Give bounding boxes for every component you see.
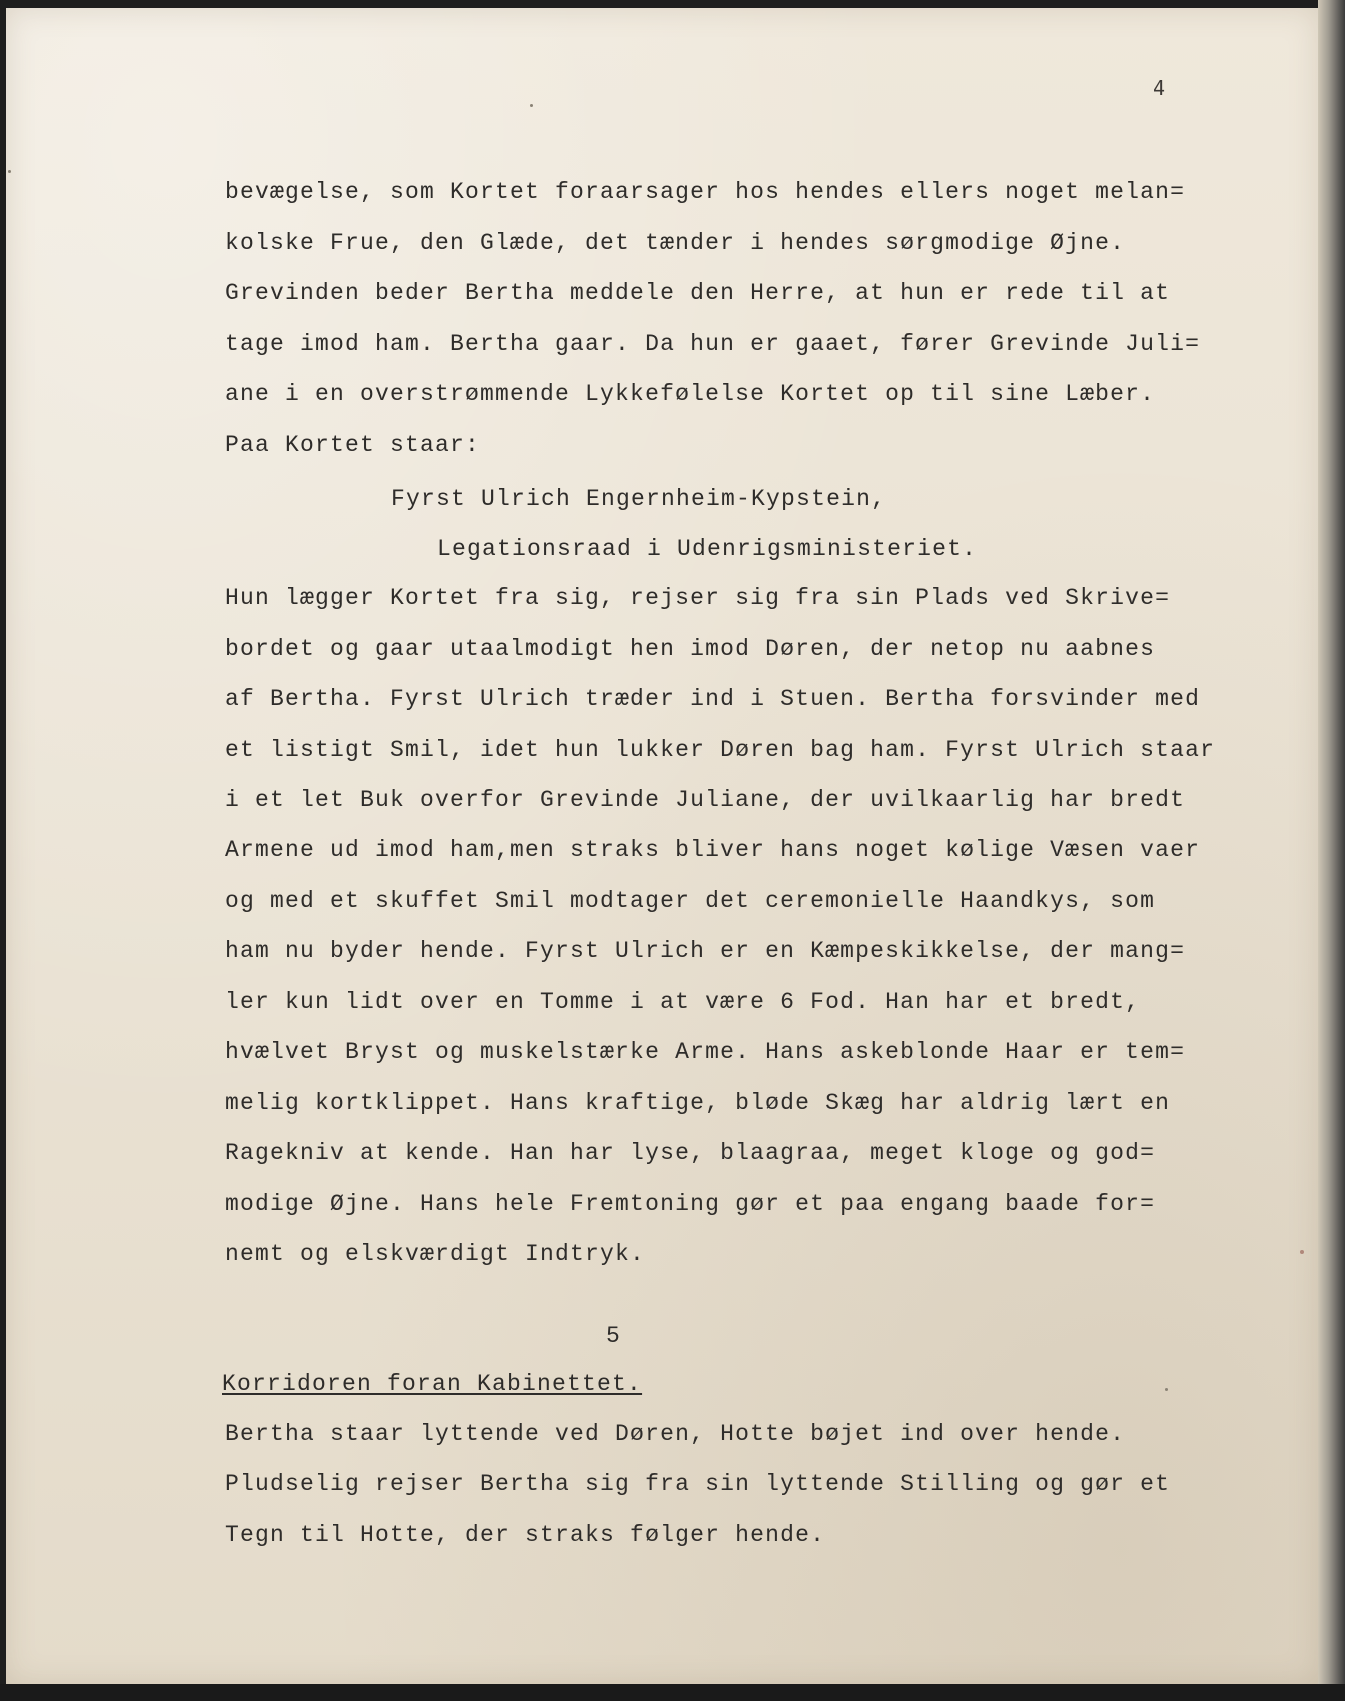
body-line: Tegn til Hotte, der straks følger hende.: [225, 1522, 826, 1548]
page-edge-shadow: [1318, 0, 1345, 1701]
card-line-name: Fyrst Ulrich Engernheim-Kypstein,: [391, 486, 887, 512]
body-line: ham nu byder hende. Fyrst Ulrich er en Kæmpeskikkelse, der mang=: [225, 938, 1186, 964]
body-line: bevægelse, som Kortet foraarsager hos hendes ellers noget melan=: [225, 179, 1186, 205]
body-line: af Bertha. Fyrst Ulrich træder ind i Stuen. Bertha forsvinder med: [225, 686, 1201, 712]
card-line-title: Legationsraad i Udenrigsministeriet.: [437, 536, 978, 562]
paper-speck: [530, 104, 533, 107]
paper-speck: [1165, 1388, 1168, 1391]
body-line: Pludselig rejser Bertha sig fra sin lyttende Stilling og gør et: [225, 1471, 1171, 1497]
section-heading: Korridoren foran Kabinettet.: [222, 1371, 643, 1397]
paper-speck: [1300, 1250, 1304, 1254]
body-line: Ragekniv at kende. Han har lyse, blaagraa, meget kloge og god=: [225, 1140, 1156, 1166]
body-line: Armene ud imod ham,men straks bliver hans noget kølige Væsen vaer: [225, 837, 1201, 863]
paper-speck: [8, 170, 11, 173]
body-line: ler kun lidt over en Tomme i at være 6 Fod. Han har et bredt,: [225, 989, 1141, 1015]
body-line: modige Øjne. Hans hele Fremtoning gør et paa engang baade for=: [225, 1191, 1156, 1217]
page-number: 4: [1153, 76, 1166, 100]
body-line: kolske Frue, den Glæde, det tænder i hendes sørgmodige Øjne.: [225, 230, 1126, 256]
body-line: Hun lægger Kortet fra sig, rejser sig fra sin Plads ved Skrive=: [225, 585, 1171, 611]
body-line: Paa Kortet staar:: [225, 432, 481, 458]
body-line: et listigt Smil, idet hun lukker Døren bag ham. Fyrst Ulrich staar: [225, 737, 1216, 763]
body-line: og med et skuffet Smil modtager det ceremonielle Haandkys, som: [225, 888, 1156, 914]
body-line: Grevinden beder Bertha meddele den Herre, at hun er rede til at: [225, 280, 1171, 306]
body-line: melig kortklippet. Hans kraftige, bløde Skæg har aldrig lært en: [225, 1090, 1171, 1116]
body-line: i et let Buk overfor Grevinde Juliane, der uvilkaarlig har bredt: [225, 787, 1186, 813]
body-line: Bertha staar lyttende ved Døren, Hotte bøjet ind over hende.: [225, 1421, 1126, 1447]
body-line: nemt og elskværdigt Indtryk.: [225, 1241, 646, 1267]
section-number: 5: [606, 1323, 620, 1349]
body-line: tage imod ham. Bertha gaar. Da hun er gaaet, fører Grevinde Juli=: [225, 331, 1201, 357]
body-line: hvælvet Bryst og muskelstærke Arme. Hans askeblonde Haar er tem=: [225, 1039, 1186, 1065]
body-line: bordet og gaar utaalmodigt hen imod Døren, der netop nu aabnes: [225, 636, 1156, 662]
scan-bottom-border: [0, 1684, 1345, 1701]
body-line: ane i en overstrømmende Lykkefølelse Kortet op til sine Læber.: [225, 381, 1156, 407]
